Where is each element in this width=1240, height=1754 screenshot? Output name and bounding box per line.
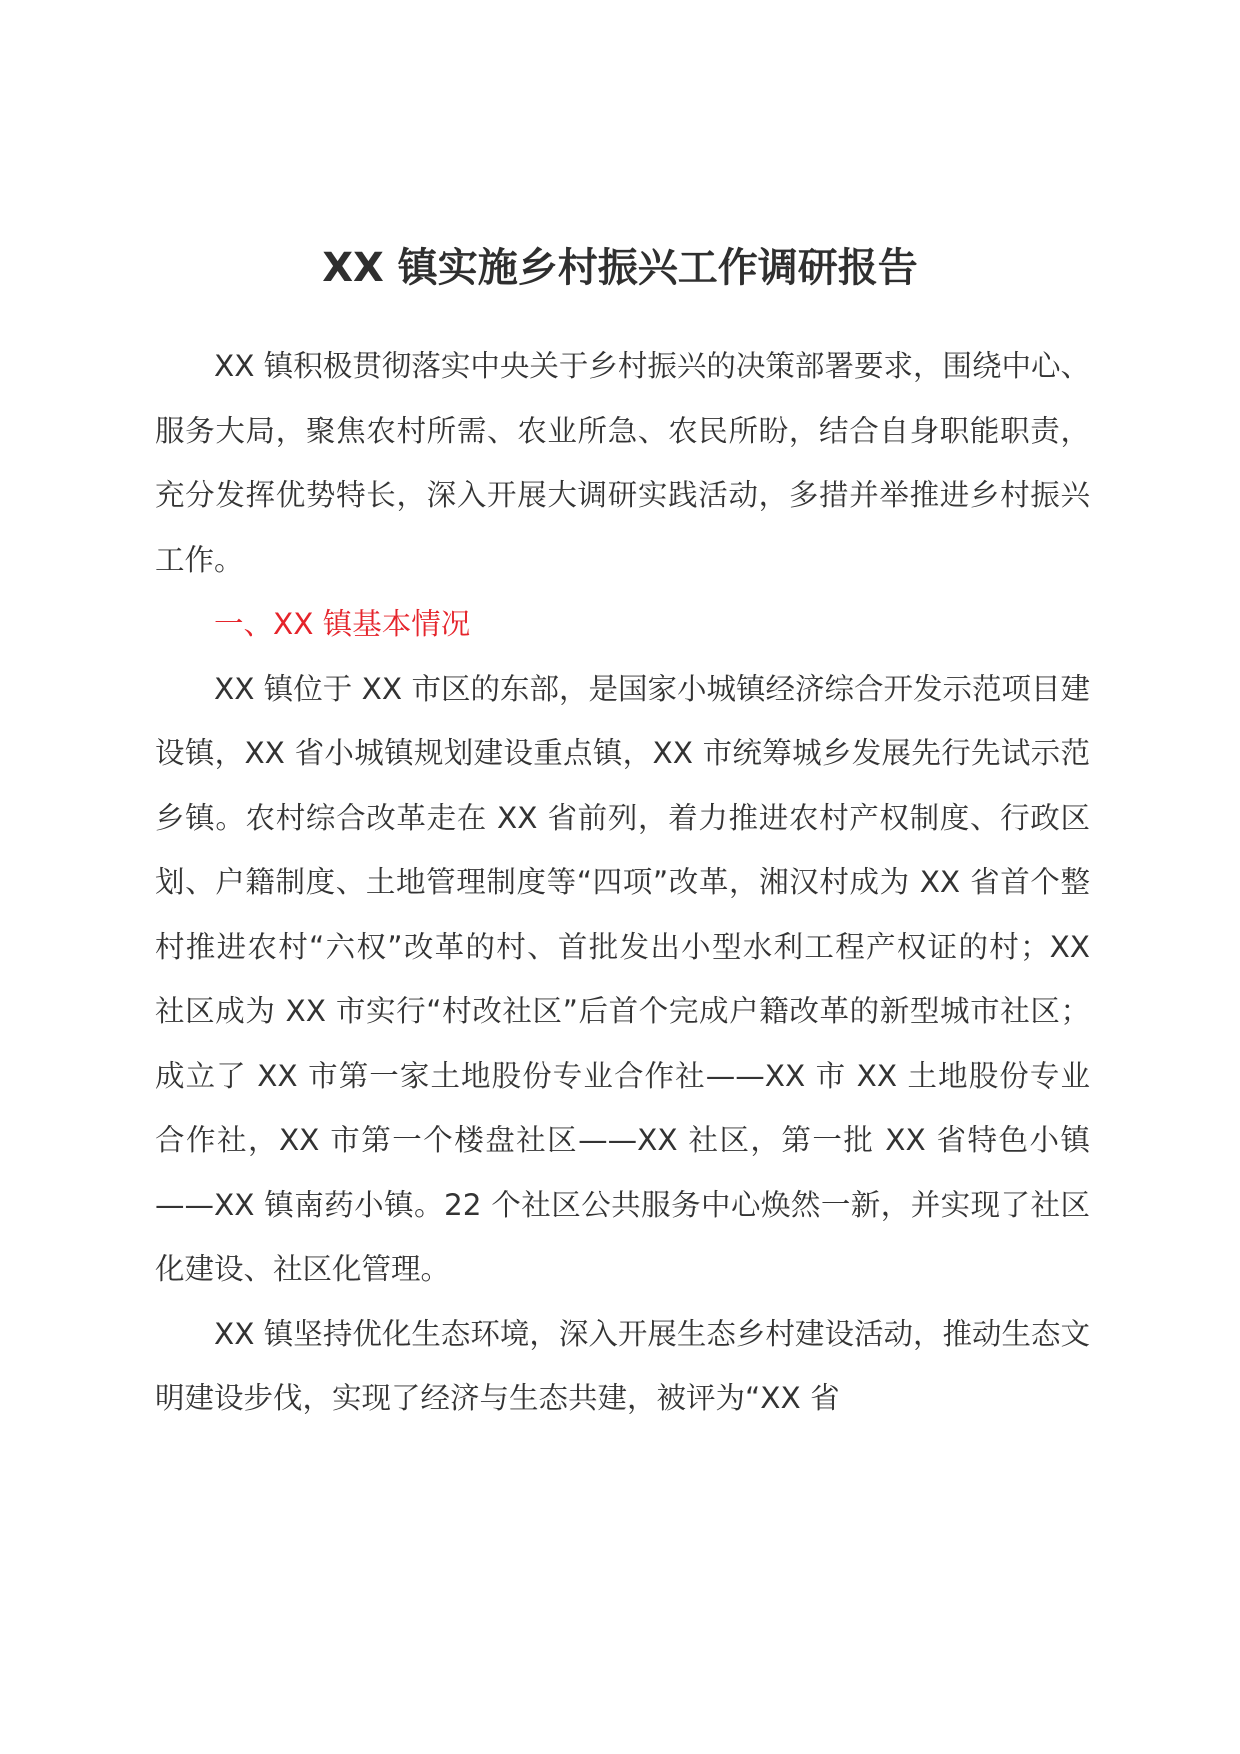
intro-paragraph: XX 镇积极贯彻落实中央关于乡村振兴的决策部署要求，围绕中心、服务大局，聚焦农村所需、农业所急、农民所盼，结合自身职能职责，充分发挥优势特长，深入开展大调研实践活动，多措并举推进乡村振兴工作。 — [155, 349, 1090, 577]
basic-info-paragraph: XX 镇位于 XX 市区的东部，是国家小城镇经济综合开发示范项目建设镇，XX 省小城镇规划建设重点镇，XX 市统筹城乡发展先行先试示范乡镇。农村综合改革走在 XX 省前列，着力推进农村产权制度、行政区划、户籍制度、土地管理制度等“四项”改革，湘汉村成为 XX 省首个整村推进农村“六权”改革的村、首批发出小型水利工程产权证的村；XX 社区成为 XX 市实行“村改社区”后首个完成户籍改革的新型城市社区；成立了 XX 市第一家土地股份专业合作社——XX 市 XX 土地股份专业合作社，XX 市第一个楼盘社区——XX 社区，第一批 XX 省特色小镇——XX 镇南药小镇。22 个社区公共服务中心焕然一新，并实现了社区化建设、社区化管理。 — [155, 671, 1090, 1286]
document-title: XX 镇实施乡村振兴工作调研报告 — [322, 245, 918, 291]
document-body — [155, 334, 1090, 1431]
ecology-paragraph: XX 镇坚持优化生态环境，深入开展生态乡村建设活动，推动生态文明建设步伐，实现了经济与生态共建，被评为“XX 省 — [155, 1316, 1090, 1415]
section-heading: 一、XX 镇基本情况 — [214, 607, 471, 641]
